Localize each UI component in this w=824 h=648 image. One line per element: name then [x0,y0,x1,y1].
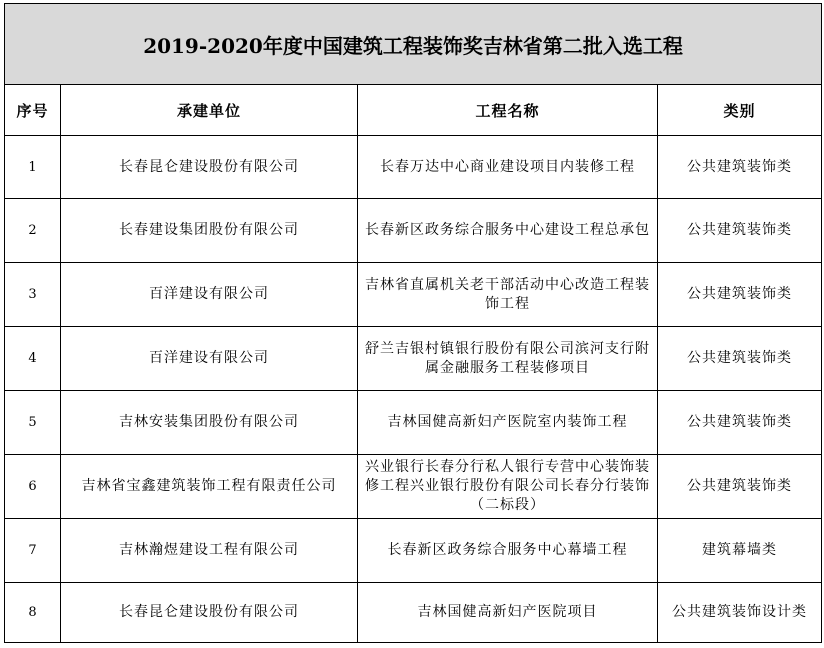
row-category: 公共建筑装饰类 [658,455,822,519]
table-row [5,391,822,455]
row-project: 兴业银行长春分行私人银行专营中心装饰装修工程兴业银行股份有限公司长春分行装饰（二标段） [358,455,658,519]
table-row [5,199,822,263]
title-row [5,4,822,85]
row-index: 8 [5,583,61,643]
row-company: 长春昆仑建设股份有限公司 [61,136,358,199]
row-category: 公共建筑装饰类 [658,263,822,327]
row-category: 公共建筑装饰类 [658,391,822,455]
table-row [5,327,822,391]
row-company: 吉林安装集团股份有限公司 [61,391,358,455]
table-row [5,263,822,327]
header-row [5,85,822,136]
row-project: 舒兰吉银村镇银行股份有限公司滨河支行附属金融服务工程装修项目 [358,327,658,391]
row-project: 长春万达中心商业建设项目内装修工程 [358,136,658,199]
row-index: 6 [5,455,61,519]
row-category: 公共建筑装饰类 [658,199,822,263]
table-row [5,583,822,643]
header-project: 工程名称 [358,85,658,136]
header-company: 承建单位 [61,85,358,136]
row-index: 1 [5,136,61,199]
row-index: 2 [5,199,61,263]
row-category: 公共建筑装饰类 [658,327,822,391]
table-row [5,136,822,199]
header-category: 类别 [658,85,822,136]
row-project: 吉林国健高新妇产医院室内装饰工程 [358,391,658,455]
row-company: 吉林瀚煜建设工程有限公司 [61,519,358,583]
row-index: 4 [5,327,61,391]
row-index: 3 [5,263,61,327]
row-project: 长春新区政务综合服务中心建设工程总承包 [358,199,658,263]
row-project: 吉林省直属机关老干部活动中心改造工程装饰工程 [358,263,658,327]
row-project: 长春新区政务综合服务中心幕墙工程 [358,519,658,583]
table-row [5,455,822,519]
row-index: 7 [5,519,61,583]
table-title: 2019-2020年度中国建筑工程装饰奖吉林省第二批入选工程 [5,4,822,85]
row-category: 公共建筑装饰类 [658,136,822,199]
row-category: 建筑幕墙类 [658,519,822,583]
award-table [4,3,822,643]
table-row [5,519,822,583]
row-category: 公共建筑装饰设计类 [658,583,822,643]
row-company: 百洋建设有限公司 [61,263,358,327]
row-company: 百洋建设有限公司 [61,327,358,391]
row-project: 吉林国健高新妇产医院项目 [358,583,658,643]
row-index: 5 [5,391,61,455]
row-company: 吉林省宝鑫建筑装饰工程有限责任公司 [61,455,358,519]
row-company: 长春昆仑建设股份有限公司 [61,583,358,643]
row-company: 长春建设集团股份有限公司 [61,199,358,263]
header-index: 序号 [5,85,61,136]
